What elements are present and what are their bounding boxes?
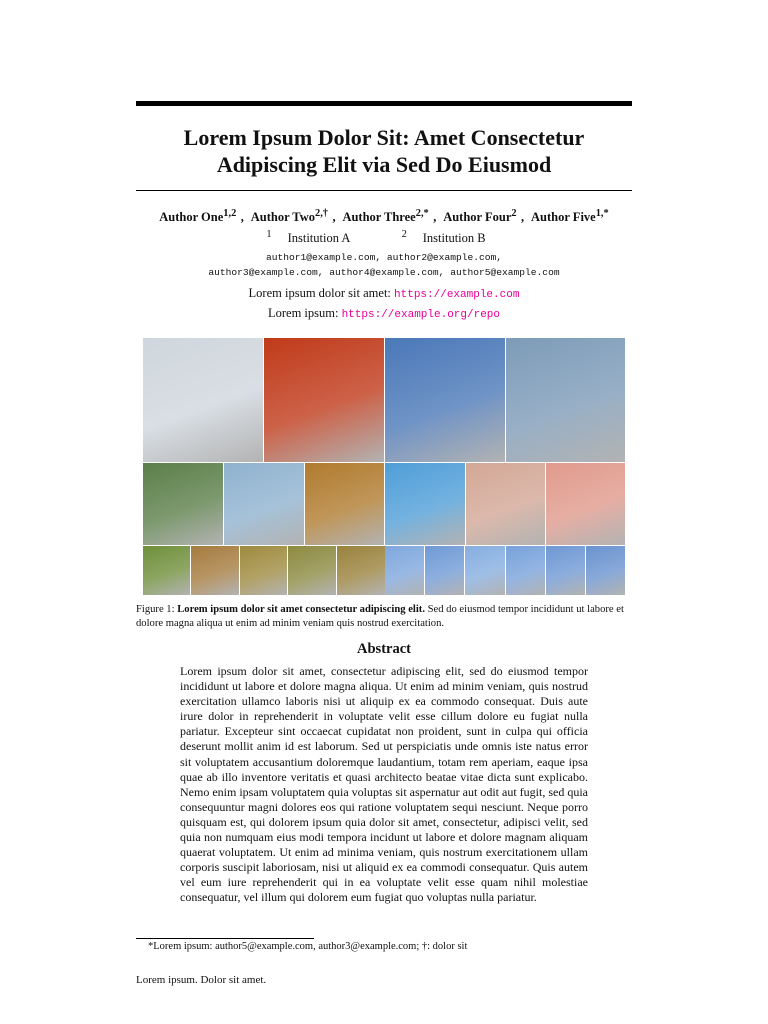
code-link[interactable]: https://example.org/repo <box>341 309 501 321</box>
race-car-image <box>143 463 223 545</box>
balloon-edit-2-image <box>506 546 545 595</box>
balloon-edit-1-image <box>465 546 505 595</box>
black-swan-image <box>506 338 625 462</box>
figure-caption-text: Sed do eiusmod tempor incididunt ut labore et dolore magna aliqua ut enim ad minim veniam quis nostrud exercitation. <box>136 604 624 629</box>
emails-line-2: author3@example.com, author4@example.com, author5@example.com <box>208 267 560 278</box>
volcano-image <box>264 338 384 462</box>
figure-caption <box>136 603 636 631</box>
dog-edit-1-image <box>191 546 239 595</box>
dog-edit-4-image <box>337 546 385 595</box>
emails-line-1: author1@example.com, author2@example.com, <box>265 252 503 263</box>
figure-label: Figure 1: <box>136 604 175 615</box>
dog-edit-2-image <box>240 546 287 595</box>
abstract-heading: Abstract <box>357 641 411 657</box>
demo-line <box>136 286 632 301</box>
lighthouse-edit-1-image <box>385 546 424 595</box>
code-label: Lorem ipsum: <box>267 306 339 320</box>
author-emails <box>136 250 632 280</box>
preprint-note: Lorem ipsum. Dolor sit amet. <box>136 974 267 986</box>
abstract-body: Lorem ipsum dolor sit amet, consectetur adipiscing elit, sed do eiusmod tempor incididunt ut labore et dolore magna aliqua. Ut enim ad minim veniam, quis nostrud exercitation ullamco laboris nisi ut aliquip ex ea commodo consequat. Duis aute irure dolor in reprehenderit in voluptate velit esse cillum dolore eu fugiat nulla pariatur. Excepteur sint occaecat cupidatat non proident, sunt in culpa qui officia deserunt mollit anim id est laborum. Sed ut perspiciatis unde omnis iste natus error sit voluptatem accusantium doloremque laudantium, totam rem aperiam, eaque ipsa quae ab illo inventore veritatis et quasi architecto beatae vitae dicta sunt explicabo. Nemo enim ipsam voluptatem quia voluptas sit aspernatur aut odit aut fugit, sed quia consequuntur magni dolores eos qui ratione voluptatem sequi nesciunt. Neque porro quisquam est, qui dolorem ipsum quia dolor sit amet, consectetur, adipisci velit, sed quia non numquam eius modi tempora incidunt ut labore et dolore magnam aliquam quaerat voluptatem. Ut enim ad minima veniam, quis nostrum exercitationem ullam corporis suscipit laboriosam, nisi ut aliquid ex ea commodi consequatur. Quis autem vel eum iure reprehenderit qui in ea voluptate velit esse quam nihil molestiae consequatur, vel illum qui dolorem eum fugiat quo voluptas nulla pariatur. <box>180 664 588 905</box>
author: Author Four$^2$ <box>443 208 517 225</box>
code-line <box>136 306 632 321</box>
affiliation: $^1$ Institution A <box>266 229 351 246</box>
footnote-rule <box>136 938 314 939</box>
title-line-2: Adipiscing Elit via Sed Do Eiusmod <box>216 152 552 177</box>
church-image <box>224 463 304 545</box>
affiliation: $^2$ Institution B <box>401 229 486 246</box>
title-rule <box>136 190 632 191</box>
balloon-edit-3-image <box>546 546 585 595</box>
author-list: Author One$^{1,2}$ , Author Two$^{2,\dagger}$ , Author Three$^{2,*}$ , Author Four$^2$ , Author Five$^{1,*}$ <box>159 208 609 225</box>
paper-title <box>136 124 632 178</box>
title-line-1: Lorem Ipsum Dolor Sit: Amet Consectetur <box>183 125 585 150</box>
balloon-edit-4-image <box>586 546 625 595</box>
lighthouse-edit-2-image <box>425 546 464 595</box>
author: Author Two$^{2,\dagger}$ <box>250 208 329 225</box>
sample-gallery <box>143 338 625 595</box>
umbrella-beach-image <box>466 463 545 545</box>
author: Author Three$^{2,*}$ <box>342 208 429 225</box>
demo-label: Lorem ipsum dolor sit amet: <box>248 286 391 300</box>
cabbage-image <box>143 546 190 595</box>
affiliations <box>136 229 632 246</box>
rainbow-lake-image <box>385 463 465 545</box>
demo-link[interactable]: https://example.com <box>394 289 520 301</box>
author: Author One$^{1,2}$ <box>159 208 237 225</box>
footnote: *Lorem ipsum: author5@example.com, author3@example.com; †: dolor sit <box>148 941 468 952</box>
author: Author Five$^{1,*}$ <box>531 208 609 225</box>
space-shuttle-image <box>385 338 505 462</box>
fountain-image <box>305 463 384 545</box>
dog-edit-3-image <box>288 546 336 595</box>
husky-image <box>143 338 263 462</box>
figure-caption-bold: Lorem ipsum dolor sit amet consectetur adipiscing elit. <box>177 604 425 615</box>
ship-sunset-image <box>546 463 625 545</box>
top-rule <box>136 101 632 106</box>
